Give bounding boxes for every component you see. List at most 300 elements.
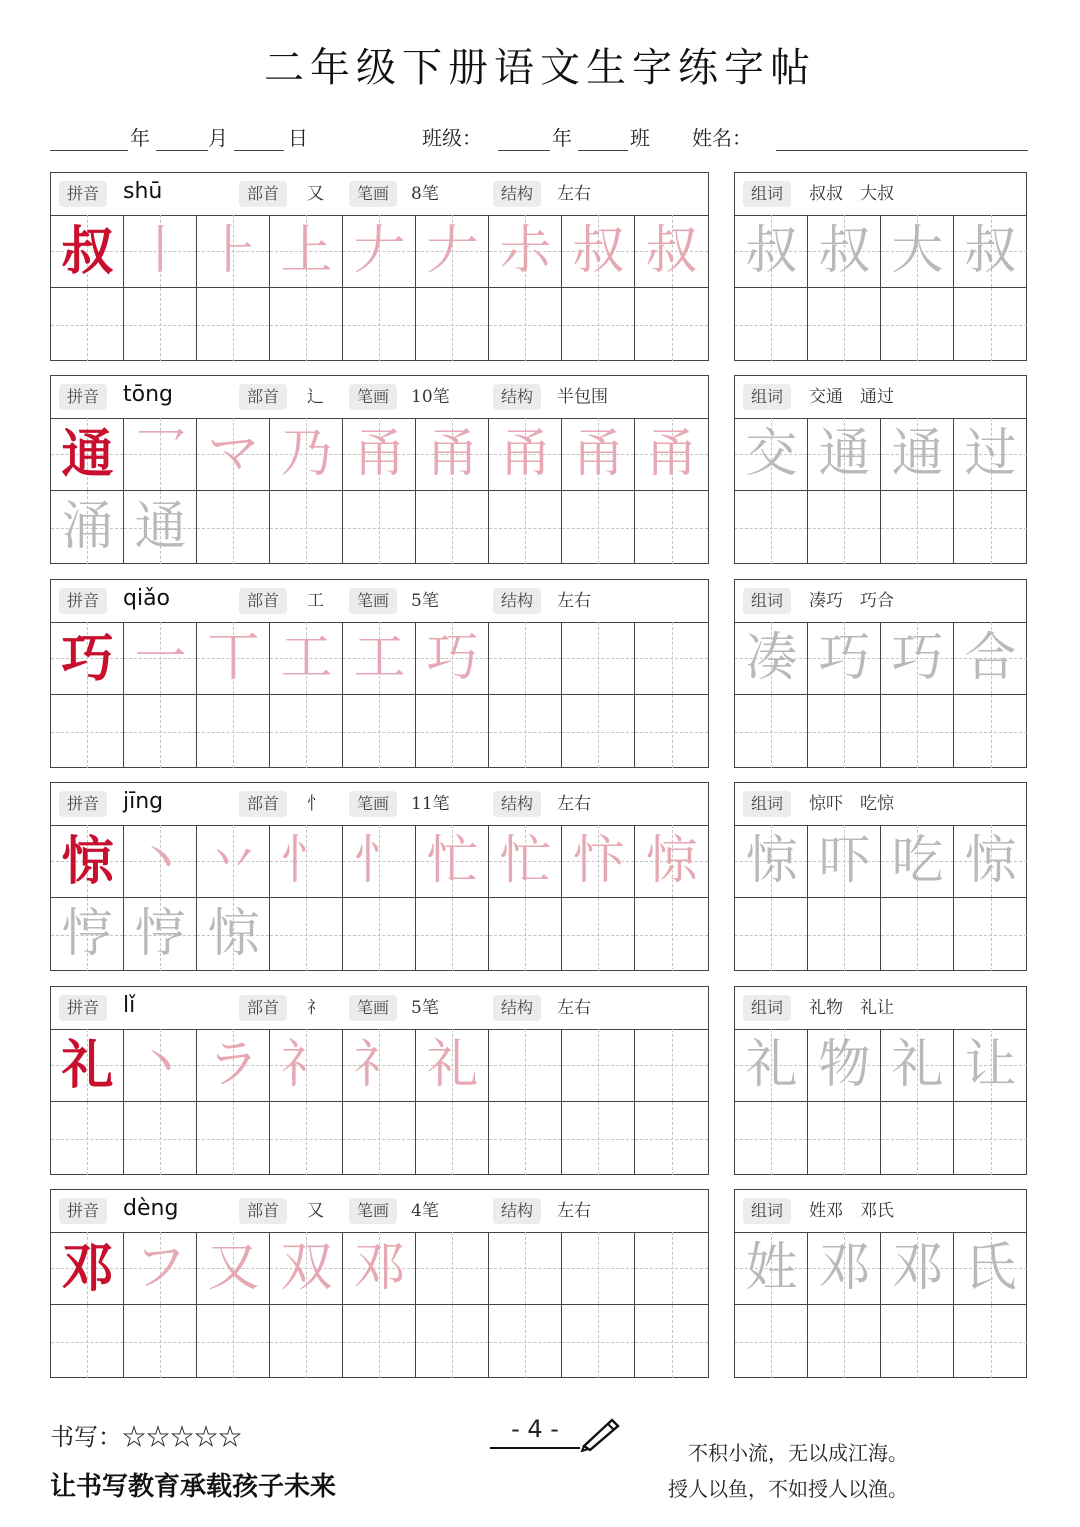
class-year-label: 年 [552, 126, 572, 150]
pinyin-value: shū [123, 179, 163, 204]
grid-cell[interactable] [416, 215, 489, 288]
grid-cell[interactable] [197, 1102, 270, 1175]
grid-cell[interactable] [562, 215, 635, 288]
pinyin-value: qiǎo [123, 586, 171, 611]
grid-cell[interactable] [124, 1102, 197, 1175]
grid-cell[interactable] [562, 1102, 635, 1175]
words-label: 组词 [743, 995, 791, 1021]
name-label: 姓名： [692, 126, 752, 150]
motto-line-2: 授人以鱼，不如授人以渔。 [668, 1477, 908, 1501]
stroke-step: 工 [280, 628, 333, 688]
stroke-step: 又 [207, 1238, 260, 1298]
grid-cell[interactable] [270, 1102, 343, 1175]
words-value: 凑巧 巧合 [809, 591, 894, 611]
grid-cell[interactable] [124, 491, 197, 564]
word-trace-character: 叔 [745, 221, 798, 281]
grid-cell[interactable] [343, 825, 416, 898]
radical-value: 礻 [307, 998, 324, 1018]
grid-cell[interactable] [489, 1232, 562, 1305]
char-card [50, 172, 709, 361]
grid-cell[interactable] [735, 1029, 808, 1102]
grid-cell[interactable] [270, 288, 343, 361]
stroke-step: 忄 [280, 831, 333, 891]
grid-cell[interactable] [270, 898, 343, 971]
stroke-step: ラ [207, 1035, 260, 1095]
pinyin-value: lǐ [123, 993, 136, 1018]
motto-line-1: 不积小流，无以成江海。 [688, 1441, 908, 1465]
grid-cell[interactable] [51, 825, 124, 898]
stroke-step: 甬 [426, 424, 479, 484]
grid-cell[interactable] [635, 1102, 708, 1175]
grid-cell[interactable] [270, 622, 343, 695]
grid-cell[interactable] [735, 1102, 808, 1175]
word-card [734, 782, 1027, 971]
grid-cell[interactable] [197, 825, 270, 898]
grid-cell[interactable] [270, 695, 343, 768]
trace-character: 惊 [207, 904, 260, 964]
grid-cell[interactable] [808, 622, 881, 695]
grid-cell[interactable] [954, 695, 1027, 768]
grid-cell[interactable] [954, 215, 1027, 288]
grid-cell[interactable] [124, 898, 197, 971]
grid-cell[interactable] [954, 1232, 1027, 1305]
grid-cell[interactable] [51, 1102, 124, 1175]
grid-cell[interactable] [197, 898, 270, 971]
model-character: 惊 [61, 831, 114, 892]
page-title: 二年级下册语文生字练字帖 [264, 45, 816, 91]
grid-cell[interactable] [489, 288, 562, 361]
grid-cell[interactable] [635, 1232, 708, 1305]
model-character: 邓 [61, 1238, 114, 1299]
grid-cell[interactable] [270, 491, 343, 564]
grid-cell[interactable] [124, 622, 197, 695]
grid-cell[interactable] [343, 1029, 416, 1102]
grid-cell[interactable] [735, 215, 808, 288]
radical-value: 又 [307, 184, 324, 204]
strokes-label: 笔画 [349, 1198, 397, 1224]
word-card [734, 375, 1027, 564]
grid-cell[interactable] [343, 215, 416, 288]
info-line [50, 122, 1030, 156]
structure-label: 结构 [493, 384, 541, 410]
grid-cell[interactable] [343, 695, 416, 768]
grid-cell[interactable] [808, 1102, 881, 1175]
grid-cell[interactable] [343, 288, 416, 361]
words-label: 组词 [743, 791, 791, 817]
word-trace-character: 惊 [964, 831, 1017, 891]
grid-cell[interactable] [124, 695, 197, 768]
stroke-step: 惊 [645, 831, 698, 891]
grid-cell[interactable] [954, 1305, 1027, 1378]
char-card-header [51, 580, 708, 623]
stroke-step: 𠂇 [353, 221, 406, 281]
grid-cell[interactable] [562, 418, 635, 491]
grid-cell[interactable] [808, 1029, 881, 1102]
month-blank[interactable] [156, 150, 208, 151]
grid-cell[interactable] [735, 1305, 808, 1378]
structure-value: 半包围 [557, 387, 608, 407]
word-trace-character: 大 [891, 221, 944, 281]
grid-cell[interactable] [808, 288, 881, 361]
grid-cell[interactable] [881, 288, 954, 361]
grid-cell[interactable] [735, 898, 808, 971]
grid-cell[interactable] [343, 418, 416, 491]
char-card [50, 375, 709, 564]
grid-cell[interactable] [635, 898, 708, 971]
grid-cell[interactable] [51, 695, 124, 768]
words-label: 组词 [743, 384, 791, 410]
grid-cell[interactable] [881, 695, 954, 768]
pinyin-value: tōng [123, 382, 173, 407]
word-trace-character: 礼 [891, 1035, 944, 1095]
grid-cell[interactable] [416, 695, 489, 768]
rating-text: 书写：☆☆☆☆☆ [50, 1423, 242, 1451]
month-label: 月 [208, 126, 228, 150]
grid-cell[interactable] [881, 1029, 954, 1102]
grid-cell[interactable] [562, 491, 635, 564]
word-card [734, 172, 1027, 361]
grid-cell[interactable] [197, 1305, 270, 1378]
grid-cell[interactable] [881, 825, 954, 898]
grid-cell[interactable] [881, 1102, 954, 1175]
grid-cell[interactable] [343, 1232, 416, 1305]
grid-cell[interactable] [489, 491, 562, 564]
grid-cell[interactable] [635, 695, 708, 768]
grid-cell[interactable] [954, 898, 1027, 971]
grid-cell[interactable] [954, 622, 1027, 695]
stroke-step: 巧 [426, 628, 479, 688]
grid-cell[interactable] [416, 825, 489, 898]
grid-cell[interactable] [562, 1232, 635, 1305]
grid-cell[interactable] [562, 288, 635, 361]
grid-cell[interactable] [51, 288, 124, 361]
grid-cell[interactable] [954, 491, 1027, 564]
grid-cell[interactable] [954, 1029, 1027, 1102]
word-card-header [735, 783, 1026, 826]
stroke-step: マ [207, 424, 260, 484]
word-trace-character: 凑 [745, 628, 798, 688]
strokes-label: 笔画 [349, 995, 397, 1021]
page-number: - 4 - [490, 1415, 580, 1449]
grid-cell[interactable] [808, 215, 881, 288]
grid-cell[interactable] [489, 418, 562, 491]
char-card-header [51, 376, 708, 419]
grid-cell[interactable] [881, 622, 954, 695]
radical-label: 部首 [239, 588, 287, 614]
grid-cell[interactable] [416, 622, 489, 695]
structure-label: 结构 [493, 995, 541, 1021]
strokes-value: 8笔 [411, 184, 439, 204]
word-trace-character: 惊 [745, 831, 798, 891]
grid-cell[interactable] [735, 622, 808, 695]
stroke-step: 上 [280, 221, 333, 281]
pinyin-value: dèng [123, 1196, 179, 1221]
grid-cell[interactable] [124, 1232, 197, 1305]
grid-cell[interactable] [416, 491, 489, 564]
stroke-step: 乛 [134, 424, 187, 484]
grid-cell[interactable] [124, 288, 197, 361]
words-value: 叔叔 大叔 [809, 184, 894, 204]
grid-cell[interactable] [270, 1029, 343, 1102]
stroke-step: 乃 [280, 424, 333, 484]
word-trace-character: 叔 [818, 221, 871, 281]
grid-cell[interactable] [489, 825, 562, 898]
words-value: 礼物 礼让 [809, 998, 894, 1018]
grid-cell[interactable] [197, 1232, 270, 1305]
grid-cell[interactable] [489, 695, 562, 768]
pinyin-label: 拼音 [59, 791, 107, 817]
radical-label: 部首 [239, 995, 287, 1021]
grid-cell[interactable] [635, 215, 708, 288]
strokes-value: 11笔 [411, 794, 450, 814]
trace-character: 悙 [61, 904, 114, 964]
strokes-label: 笔画 [349, 588, 397, 614]
grid-cell[interactable] [489, 1102, 562, 1175]
stroke-step: 甬 [645, 424, 698, 484]
grid-cell[interactable] [735, 1232, 808, 1305]
grid-cell[interactable] [124, 1305, 197, 1378]
words-value: 姓邓 邓氏 [809, 1201, 894, 1221]
word-trace-character: 通 [818, 424, 871, 484]
grid-cell[interactable] [489, 898, 562, 971]
pinyin-label: 拼音 [59, 181, 107, 207]
grid-cell[interactable] [881, 1232, 954, 1305]
grid-cell[interactable] [270, 418, 343, 491]
grid-cell[interactable] [735, 418, 808, 491]
class-label: 班级： [422, 126, 482, 150]
class-unit-label: 班 [630, 126, 650, 150]
word-trace-character: 交 [745, 424, 798, 484]
stroke-step: 忄 [353, 831, 406, 891]
grid-cell[interactable] [489, 1305, 562, 1378]
radical-label: 部首 [239, 181, 287, 207]
grid-cell[interactable] [270, 215, 343, 288]
grid-cell[interactable] [562, 898, 635, 971]
stroke-step: 忭 [572, 831, 625, 891]
class-year-blank[interactable] [498, 150, 550, 151]
pinyin-label: 拼音 [59, 384, 107, 410]
stroke-step: 甬 [499, 424, 552, 484]
model-character: 礼 [61, 1035, 114, 1096]
stroke-step: 忙 [426, 831, 479, 891]
word-card-header [735, 1190, 1026, 1233]
word-trace-character: 合 [964, 628, 1017, 688]
stroke-step: 一 [134, 628, 187, 688]
grid-cell[interactable] [489, 622, 562, 695]
grid-cell[interactable] [808, 418, 881, 491]
day-blank[interactable] [234, 150, 284, 151]
grid-cell[interactable] [881, 491, 954, 564]
grid-cell[interactable] [735, 825, 808, 898]
stroke-step: 甬 [572, 424, 625, 484]
grid-cell[interactable] [562, 622, 635, 695]
grid-cell[interactable] [635, 1029, 708, 1102]
grid-cell[interactable] [635, 288, 708, 361]
grid-cell[interactable] [197, 622, 270, 695]
grid-cell[interactable] [635, 622, 708, 695]
grid-cell[interactable] [735, 288, 808, 361]
pinyin-label: 拼音 [59, 1198, 107, 1224]
grid-cell[interactable] [635, 825, 708, 898]
grid-cell[interactable] [416, 898, 489, 971]
strokes-value: 4笔 [411, 1201, 439, 1221]
grid-cell[interactable] [270, 1305, 343, 1378]
word-trace-character: 姓 [745, 1238, 798, 1298]
char-card-header [51, 987, 708, 1030]
radical-label: 部首 [239, 384, 287, 410]
grid-cell[interactable] [954, 1102, 1027, 1175]
grid-cell[interactable] [954, 825, 1027, 898]
stroke-step: 丅 [207, 628, 260, 688]
grid-cell[interactable] [124, 215, 197, 288]
radical-label: 部首 [239, 791, 287, 817]
grid-cell[interactable] [808, 1305, 881, 1378]
structure-label: 结构 [493, 791, 541, 817]
grid-cell[interactable] [881, 1305, 954, 1378]
grid-cell[interactable] [197, 215, 270, 288]
grid-cell[interactable] [343, 898, 416, 971]
pen-icon [578, 1416, 622, 1452]
grid-cell[interactable] [270, 1232, 343, 1305]
grid-cell[interactable] [562, 1029, 635, 1102]
stroke-step: 丶 [134, 831, 187, 891]
strokes-value: 5笔 [411, 998, 439, 1018]
grid-cell[interactable] [51, 491, 124, 564]
grid-cell[interactable] [808, 695, 881, 768]
grid-cell[interactable] [270, 825, 343, 898]
structure-value: 左右 [557, 998, 591, 1018]
grid-cell[interactable] [416, 418, 489, 491]
grid-cell[interactable] [416, 1305, 489, 1378]
grid-cell[interactable] [635, 1305, 708, 1378]
class-unit-blank[interactable] [578, 150, 628, 151]
word-trace-character: 过 [964, 424, 1017, 484]
word-trace-character: 吃 [891, 831, 944, 891]
name-blank[interactable] [776, 150, 1028, 151]
char-card [50, 782, 709, 971]
grid-cell[interactable] [51, 898, 124, 971]
grid-cell[interactable] [808, 825, 881, 898]
grid-cell[interactable] [562, 1305, 635, 1378]
char-card-header [51, 173, 708, 216]
char-card-header [51, 1190, 708, 1233]
word-trace-character: 物 [818, 1035, 871, 1095]
pinyin-label: 拼音 [59, 588, 107, 614]
structure-value: 左右 [557, 794, 591, 814]
grid-cell[interactable] [51, 622, 124, 695]
grid-cell[interactable] [197, 418, 270, 491]
strokes-value: 5笔 [411, 591, 439, 611]
grid-cell[interactable] [635, 418, 708, 491]
grid-cell[interactable] [197, 491, 270, 564]
grid-cell[interactable] [343, 1102, 416, 1175]
stroke-step: 𠂇 [426, 221, 479, 281]
grid-cell[interactable] [343, 622, 416, 695]
grid-cell[interactable] [562, 825, 635, 898]
strokes-label: 笔画 [349, 384, 397, 410]
strokes-label: 笔画 [349, 181, 397, 207]
grid-cell[interactable] [562, 695, 635, 768]
grid-cell[interactable] [51, 1029, 124, 1102]
grid-cell[interactable] [881, 215, 954, 288]
structure-label: 结构 [493, 588, 541, 614]
grid-cell[interactable] [51, 418, 124, 491]
trace-character: 涌 [61, 497, 114, 557]
grid-cell[interactable] [197, 695, 270, 768]
word-card [734, 986, 1027, 1175]
grid-cell[interactable] [954, 288, 1027, 361]
char-card-header [51, 783, 708, 826]
year-blank[interactable] [50, 150, 128, 151]
word-trace-character: 让 [964, 1035, 1017, 1095]
stroke-step: 双 [280, 1238, 333, 1298]
grid-cell[interactable] [416, 1102, 489, 1175]
grid-cell[interactable] [416, 1029, 489, 1102]
words-label: 组词 [743, 1198, 791, 1224]
grid-cell[interactable] [197, 1029, 270, 1102]
stroke-step: 礼 [426, 1035, 479, 1095]
grid-cell[interactable] [416, 288, 489, 361]
word-card [734, 1189, 1027, 1378]
stroke-step: 礻 [353, 1035, 406, 1095]
char-card [50, 986, 709, 1175]
grid-cell[interactable] [197, 288, 270, 361]
grid-cell[interactable] [489, 1029, 562, 1102]
strokes-label: 笔画 [349, 791, 397, 817]
grid-cell[interactable] [416, 1232, 489, 1305]
trace-character: 通 [134, 497, 187, 557]
structure-label: 结构 [493, 181, 541, 207]
char-card [50, 1189, 709, 1378]
stroke-step: 礻 [280, 1035, 333, 1095]
stroke-step: ⺊ [207, 221, 260, 281]
words-value: 惊吓 吃惊 [809, 794, 894, 814]
stroke-step: 甬 [353, 424, 406, 484]
grid-cell[interactable] [343, 1305, 416, 1378]
stroke-step: 叔 [572, 221, 625, 281]
grid-cell[interactable] [808, 898, 881, 971]
pinyin-value: jīng [123, 789, 164, 814]
radical-value: 工 [307, 591, 324, 611]
grid-cell[interactable] [51, 1232, 124, 1305]
model-character: 巧 [61, 628, 114, 689]
grid-cell[interactable] [808, 491, 881, 564]
stroke-step: 丶 [134, 1035, 187, 1095]
grid-cell[interactable] [124, 1029, 197, 1102]
grid-cell[interactable] [881, 418, 954, 491]
word-trace-character: 巧 [891, 628, 944, 688]
grid-cell[interactable] [808, 1232, 881, 1305]
word-card [734, 579, 1027, 768]
grid-cell[interactable] [124, 825, 197, 898]
grid-cell[interactable] [735, 695, 808, 768]
radical-value: 辶 [307, 387, 324, 407]
grid-cell[interactable] [954, 418, 1027, 491]
grid-cell[interactable] [881, 898, 954, 971]
grid-cell[interactable] [124, 418, 197, 491]
structure-value: 左右 [557, 1201, 591, 1221]
grid-cell[interactable] [735, 491, 808, 564]
slogan-text: 让书写教育承载孩子未来 [50, 1472, 337, 1502]
grid-cell[interactable] [51, 1305, 124, 1378]
stroke-step: 叔 [645, 221, 698, 281]
grid-cell[interactable] [635, 491, 708, 564]
structure-value: 左右 [557, 184, 591, 204]
grid-cell[interactable] [343, 491, 416, 564]
model-character: 叔 [61, 221, 114, 282]
grid-cell[interactable] [489, 215, 562, 288]
grid-cell[interactable] [51, 215, 124, 288]
